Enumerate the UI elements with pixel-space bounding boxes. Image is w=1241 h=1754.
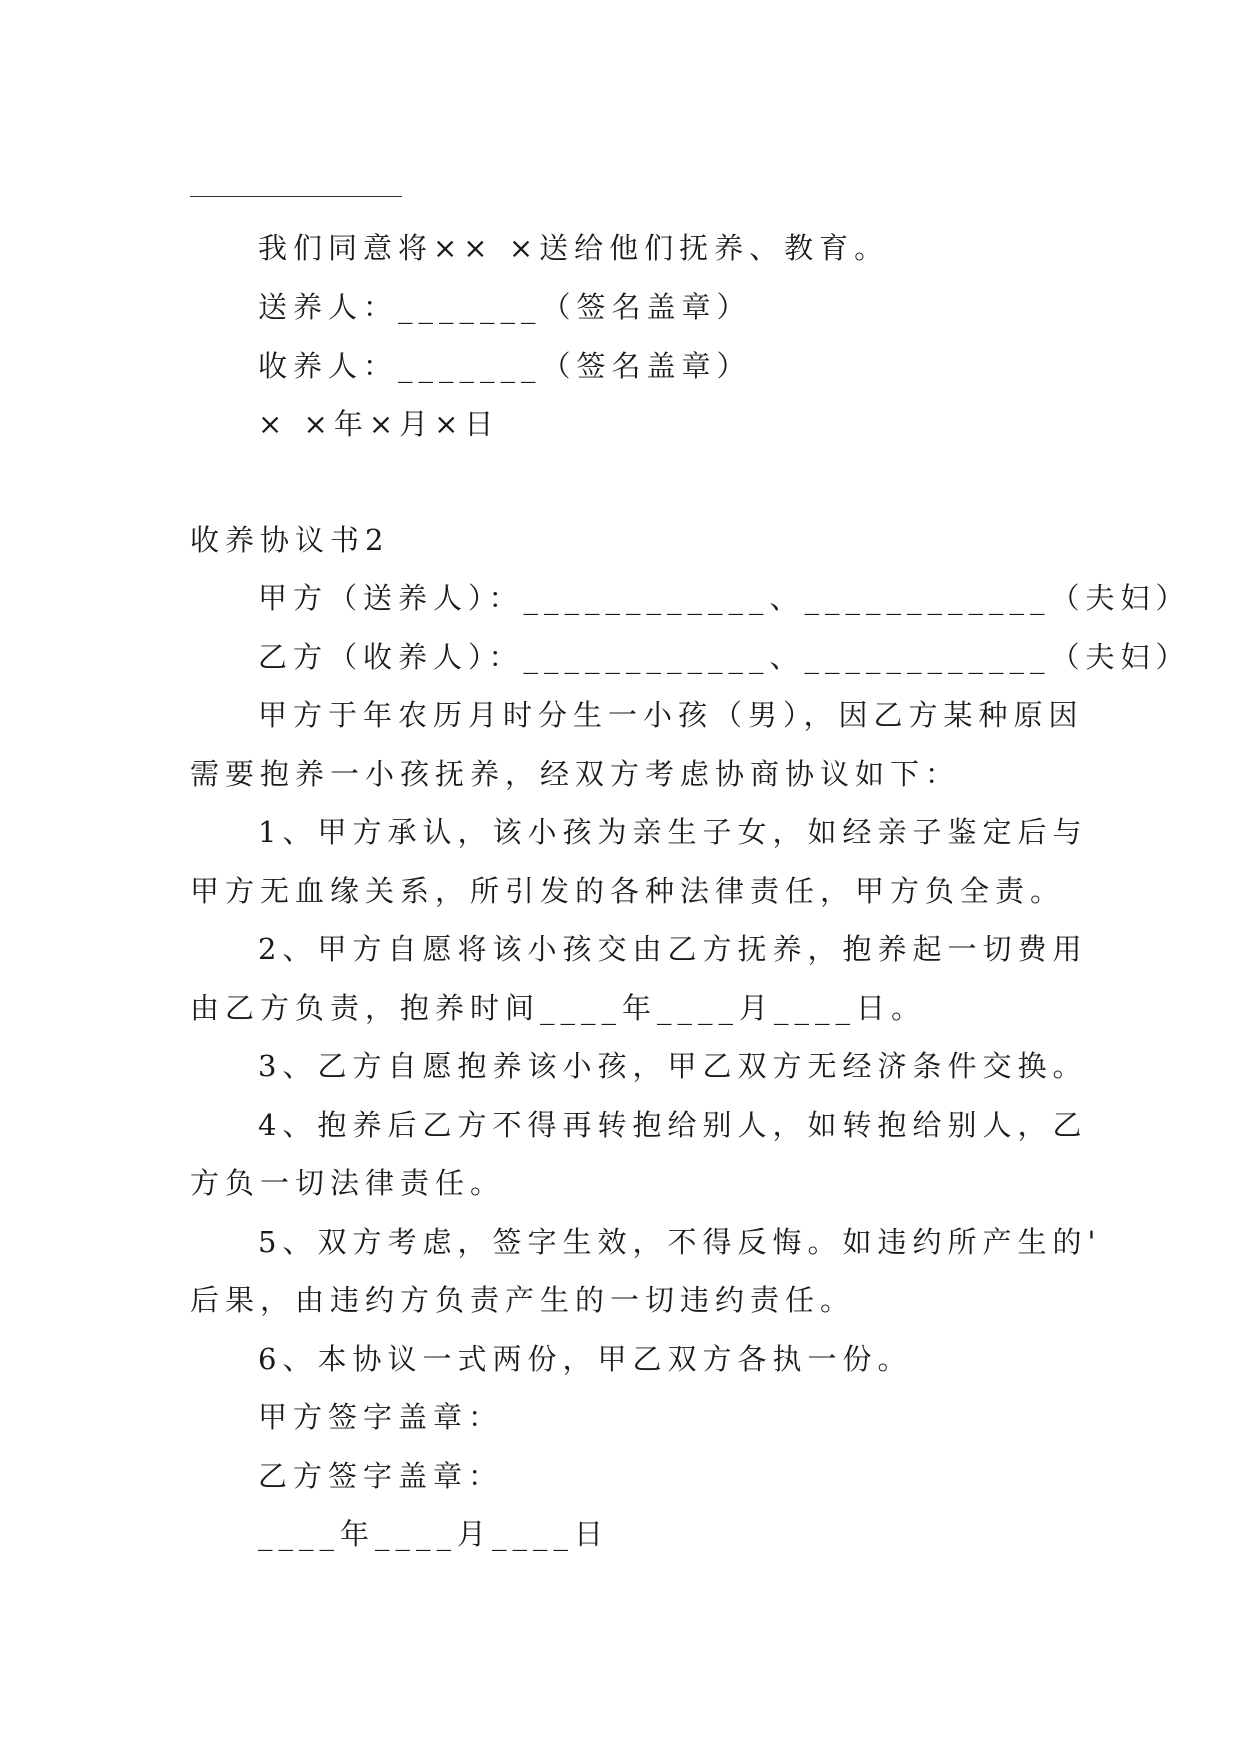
- doc2-title: 收养协议书2: [190, 523, 390, 557]
- clause-5-line-2: 后果，由违约方负责产生的一切违约责任。: [190, 1283, 856, 1317]
- clause-2-line-2: 由乙方负责，抱养时间____年____月____日。: [190, 991, 927, 1025]
- clause-5-line-1: 5、双方考虑，签字生效，不得反悔。如违约所产生的': [258, 1225, 1102, 1259]
- clause-1-line-1: 1、甲方承认，该小孩为亲生子女，如经亲子鉴定后与: [258, 815, 1088, 849]
- party-a-signature-line: 甲方签字盖章：: [258, 1400, 504, 1434]
- receiver-sign-line: 收养人：_______（签名盖章）: [258, 349, 752, 383]
- intro-line-1: 甲方于年农历月时分生一小孩（男），因乙方某种原因: [258, 698, 1084, 732]
- top-rule: [190, 196, 402, 197]
- clause-6-line: 6、本协议一式两份，甲乙双方各执一份。: [258, 1342, 913, 1376]
- doc1-date-line: × ×年×月×日: [258, 407, 500, 441]
- party-a-line: 甲方（送养人）：____________、____________（夫妇）: [258, 581, 1191, 615]
- doc2-date-line: ____年____月____日: [258, 1517, 610, 1551]
- clause-1-line-2: 甲方无血缘关系，所引发的各种法律责任，甲方负全责。: [190, 874, 1066, 908]
- consent-line: 我们同意将×× ×送给他们抚养、教育。: [258, 231, 890, 265]
- clause-2-line-1: 2、甲方自愿将该小孩交由乙方抚养，抱养起一切费用: [258, 932, 1088, 966]
- clause-4-line-2: 方负一切法律责任。: [190, 1166, 506, 1200]
- clause-4-line-1: 4、抱养后乙方不得再转抱给别人，如转抱给别人，乙: [258, 1108, 1088, 1142]
- clause-3-line: 3、乙方自愿抱养该小孩，甲乙双方无经济条件交换。: [258, 1049, 1088, 1083]
- party-b-signature-line: 乙方签字盖章：: [258, 1459, 504, 1493]
- intro-line-2: 需要抱养一小孩抚养，经双方考虑协商协议如下：: [190, 757, 961, 791]
- giver-sign-line: 送养人：_______（签名盖章）: [258, 290, 752, 324]
- party-b-line: 乙方（收养人）：____________、____________（夫妇）: [258, 640, 1191, 674]
